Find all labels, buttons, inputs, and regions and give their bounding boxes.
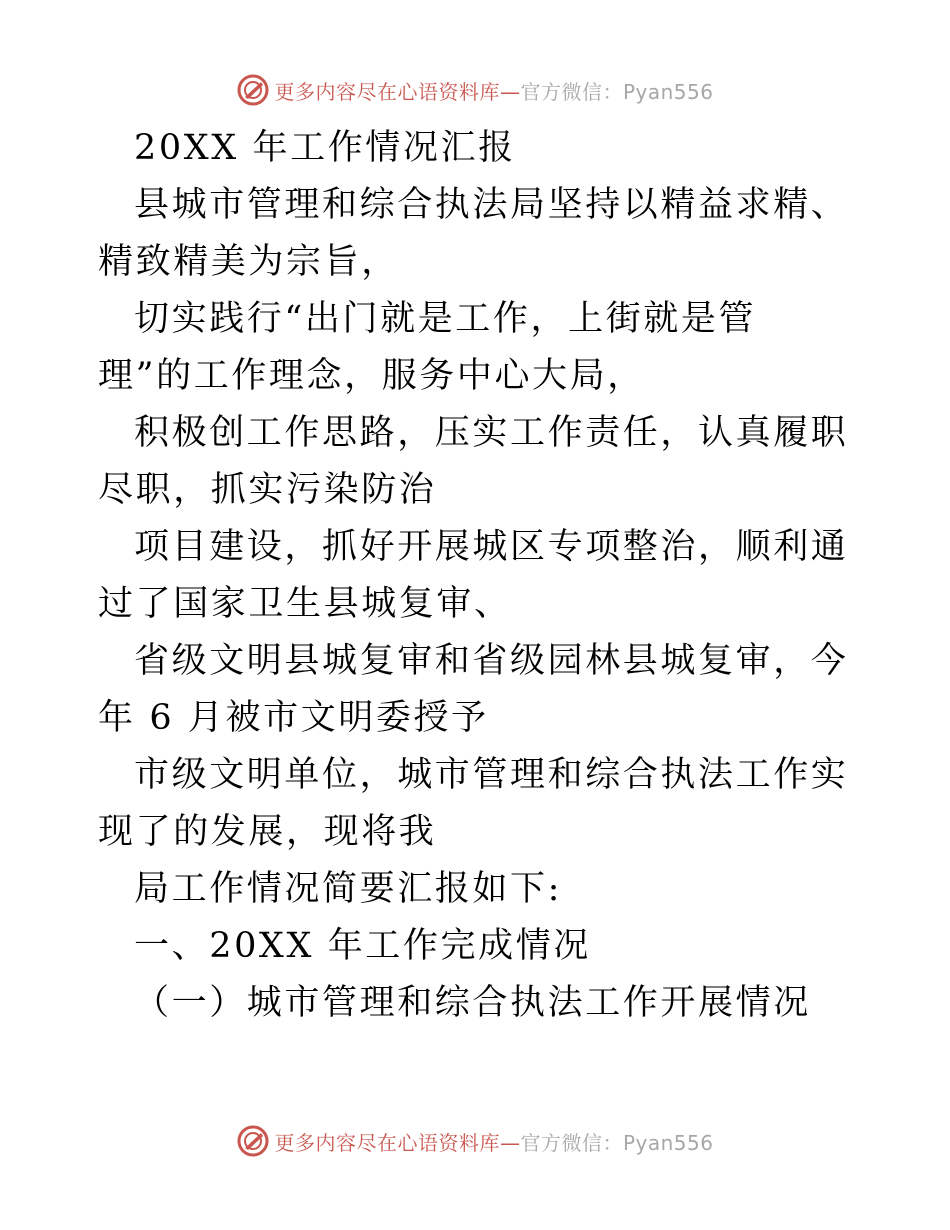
red-circular-seal-icon — [236, 73, 270, 107]
doc-paragraph: 切实践行“出门就是工作，上街就是管理”的工作理念，服务中心大局， — [98, 299, 757, 396]
doc-paragraph: 项目建设，抓好开展城区专项整治，顺利通过了国家卫生县城复审、 — [98, 527, 849, 624]
doc-paragraph: 积极创工作思路，压实工作责任，认真履职尽职，抓实污染防治 — [98, 413, 849, 510]
banner-wechat: 官方微信：Pyan556 — [520, 79, 714, 104]
banner-slogan: 更多内容尽在心语资料库— — [274, 1130, 521, 1155]
banner-slogan: 更多内容尽在心语资料库— — [274, 79, 521, 104]
footer-banner — [0, 1121, 950, 1161]
header-banner — [0, 70, 950, 110]
subsection-heading: （一）城市管理和综合执法工作开展情况 — [134, 983, 811, 1023]
doc-paragraph: 县城市管理和综合执法局坚持以精益求精、精致精美为宗旨， — [98, 185, 849, 282]
red-circular-seal-icon — [236, 1124, 270, 1158]
doc-paragraph: 省级文明县城复审和省级园林县城复审，今年 6 月被市文明委授予 — [98, 641, 849, 738]
doc-paragraph: 市级文明单位，城市管理和综合执法工作实现了的发展，现将我 — [98, 755, 849, 852]
doc-paragraph: 局工作情况简要汇报如下: — [134, 869, 562, 909]
doc-title: 20XX 年工作情况汇报 — [134, 128, 516, 168]
section-heading: 一、20XX 年工作完成情况 — [134, 926, 591, 966]
banner-wechat: 官方微信：Pyan556 — [520, 1130, 714, 1155]
document-body — [0, 120, 950, 1032]
